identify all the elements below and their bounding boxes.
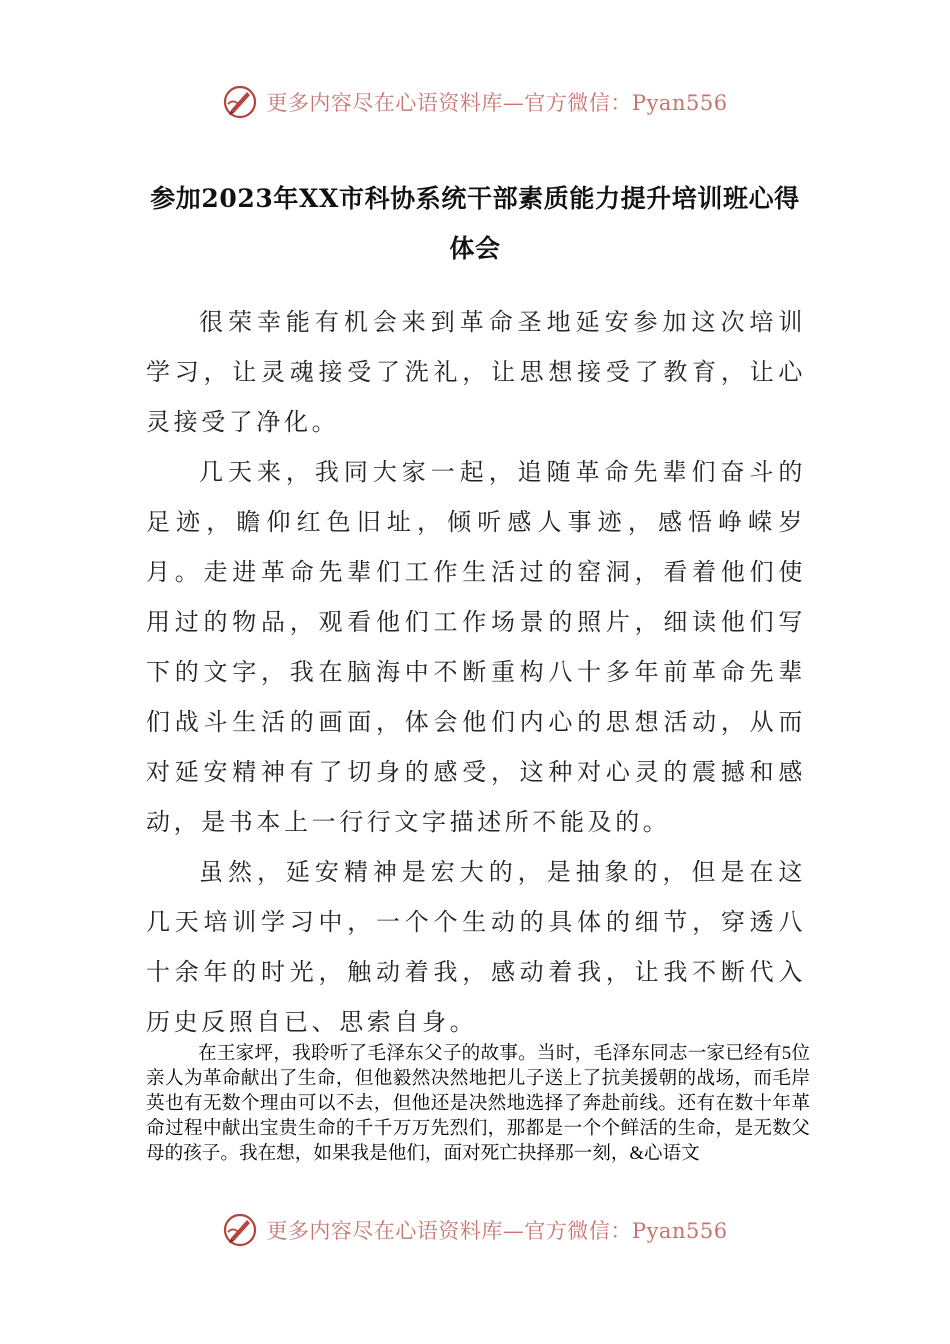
watermark-text: 更多内容尽在心语资料库—官方微信：Pyan556: [266, 1219, 728, 1243]
pen-seal-logo-icon: [222, 84, 258, 120]
watermark-banner-bottom: [0, 1210, 950, 1250]
paragraph: 很荣幸能有机会来到革命圣地延安参加这次培训学习，让灵魂接受了洗礼，让思想接受了教育，让心灵接受了净化。: [146, 308, 806, 436]
pen-seal-logo-icon: [222, 1212, 258, 1248]
document-body: [146, 297, 806, 1047]
watermark-banner-top: [0, 82, 950, 122]
watermark-text: 更多内容尽在心语资料库—官方微信：Pyan556: [266, 91, 728, 115]
paragraph: 几天来，我同大家一起，追随革命先辈们奋斗的足迹，瞻仰红色旧址，倾听感人事迹，感悟峥嵘岁月。走进革命先辈们工作生活过的窑洞，看着他们使用过的物品，观看他们工作场景的照片，细读他们写下的文字，我在脑海中不断重构八十多年前革命先辈们战斗生活的画面，体会他们内心的思想活动，从而对延安精神有了切身的感受，这种对心灵的震撼和感动，是书本上一行行文字描述所不能及的。: [146, 458, 806, 836]
paragraph: 虽然，延安精神是宏大的，是抽象的，但是在这几天培训学习中，一个个生动的具体的细节，穿透八十余年的时光，触动着我，感动着我，让我不断代入历史反照自已、思索自身。: [146, 858, 806, 1036]
small-paragraph: 在王家坪，我聆听了毛泽东父子的故事。当时，毛泽东同志一家已经有5位亲人为革命献出了生命，但他毅然决然地把儿子送上了抗美援朝的战场，而毛岸英也有无数个理由可以不去，但他还是决然地选择了奔赴前线。还有在数十年革命过程中献出宝贵生命的千千万万先烈们，那都是一个个鲜活的生命，是无数父母的孩子。我在想，如果我是他们，面对死亡抉择那一刻，&心语文: [146, 1043, 810, 1164]
document-title: 参加2023年XX市科协系统干部素质能力提升培训班心得体会: [150, 184, 800, 263]
